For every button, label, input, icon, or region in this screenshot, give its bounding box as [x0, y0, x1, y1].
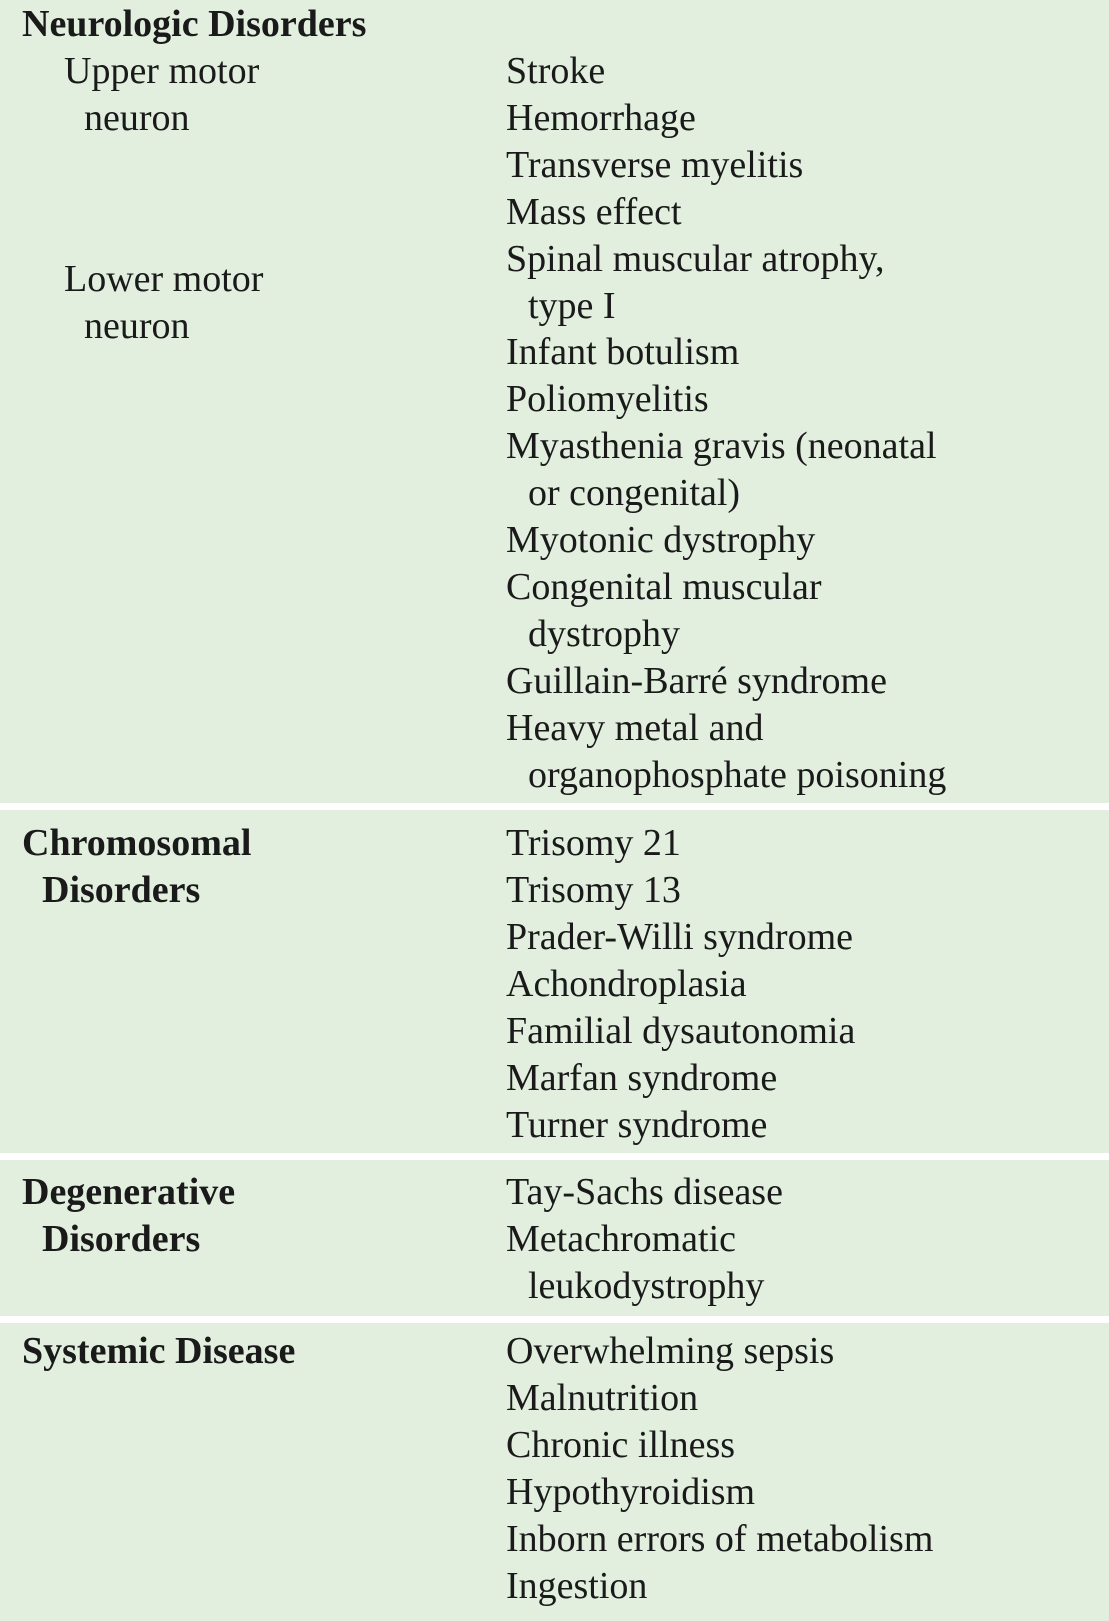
list-item: Familial dysautonomia	[506, 1010, 856, 1052]
list-item: Guillain-Barré syndrome	[506, 660, 887, 702]
list-item: Myasthenia gravis (neonatal	[506, 425, 937, 467]
list-item: Prader-Willi syndrome	[506, 916, 854, 958]
list-item: Spinal muscular atrophy,	[506, 238, 885, 280]
list-item: Inborn errors of metabolism	[506, 1518, 934, 1560]
list-item: Congenital muscular	[506, 566, 822, 608]
list-item: Tay-Sachs disease	[506, 1171, 783, 1213]
section-heading: Neurologic Disorders	[22, 3, 367, 45]
list-item: Turner syndrome	[506, 1104, 768, 1146]
list-item-continuation: type I	[528, 285, 616, 327]
list-item: Infant botulism	[506, 331, 740, 373]
list-item: Ingestion	[506, 1565, 648, 1607]
section-heading: Degenerative	[22, 1171, 236, 1213]
list-item: Achondroplasia	[506, 963, 747, 1005]
list-item: Overwhelming sepsis	[506, 1330, 835, 1372]
list-item: Transverse myelitis	[506, 144, 804, 186]
subgroup-label: Lower motor	[64, 258, 264, 300]
list-item: Poliomyelitis	[506, 378, 709, 420]
list-item: Marfan syndrome	[506, 1057, 778, 1099]
list-item: Hypothyroidism	[506, 1471, 756, 1513]
list-item: Malnutrition	[506, 1377, 699, 1419]
list-item: Metachromatic	[506, 1218, 737, 1260]
list-item-continuation: leukodystrophy	[528, 1265, 765, 1307]
section-neurologic	[0, 0, 1109, 803]
section-chromosomal	[0, 810, 1109, 1153]
section-heading-continuation: Disorders	[42, 1218, 201, 1260]
list-item: Myotonic dystrophy	[506, 519, 816, 561]
list-item-continuation: organophosphate poisoning	[528, 754, 947, 796]
section-systemic	[0, 1323, 1109, 1621]
subgroup-label: neuron	[84, 97, 190, 139]
subgroup-label: Upper motor	[64, 50, 260, 92]
list-item: Mass effect	[506, 191, 682, 233]
section-degenerative	[0, 1160, 1109, 1316]
list-item-continuation: dystrophy	[528, 613, 680, 655]
section-heading: Systemic Disease	[22, 1330, 296, 1372]
subgroup-label: neuron	[84, 305, 190, 347]
list-item-continuation: or congenital)	[528, 472, 741, 514]
list-item: Heavy metal and	[506, 707, 764, 749]
list-item: Trisomy 13	[506, 869, 681, 911]
list-item: Trisomy 21	[506, 822, 681, 864]
list-item: Stroke	[506, 50, 606, 92]
section-heading-continuation: Disorders	[42, 869, 201, 911]
section-heading: Chromosomal	[22, 822, 252, 864]
list-item: Hemorrhage	[506, 97, 696, 139]
list-item: Chronic illness	[506, 1424, 736, 1466]
